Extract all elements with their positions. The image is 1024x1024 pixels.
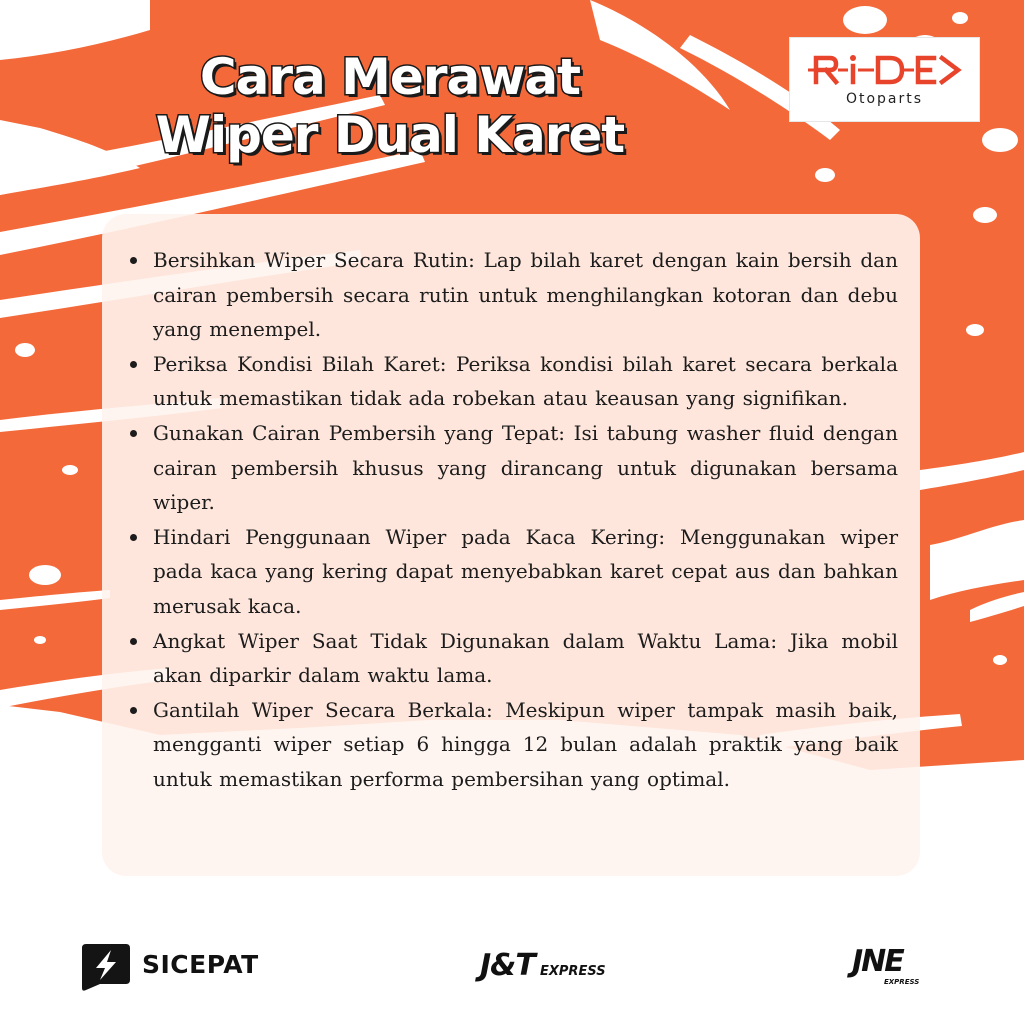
sicepat-text: SICEPAT bbox=[142, 950, 259, 979]
list-item bbox=[153, 520, 898, 624]
jnt-sub-text: EXPRESS bbox=[540, 964, 606, 979]
logo-subtitle: Otoparts bbox=[845, 91, 924, 107]
tip-text: Periksa Kondisi Bilah Karet: Periksa kondisi bilah karet secara berkala untuk memastikan tidak ada robekan atau keausan yang signifikan. bbox=[153, 351, 898, 411]
tip-text: Gunakan Cairan Pembersih yang Tepat: Isi tabung washer fluid dengan cairan pembersih khusus yang dirancang untuk digunakan bersama wiper. bbox=[153, 420, 898, 515]
list-item bbox=[153, 624, 898, 693]
list-item bbox=[153, 416, 898, 520]
jnt-main-text: J&T bbox=[480, 948, 535, 983]
bullet-icon bbox=[130, 707, 137, 714]
tip-text: Hindari Penggunaan Wiper pada Kaca Kering: Menggunakan wiper pada kaca yang kering dapat menyebabkan karet cepat aus dan bahkan merusak kaca. bbox=[153, 524, 898, 618]
tips-list bbox=[153, 243, 898, 797]
bullet-icon bbox=[130, 257, 137, 264]
ride-logo-mark-icon bbox=[808, 52, 963, 86]
sicepat-logo bbox=[78, 934, 268, 994]
bullet-icon bbox=[130, 638, 137, 645]
jnt-express-logo bbox=[476, 934, 616, 994]
page-title-line-1: Cara Merawat bbox=[199, 48, 581, 106]
page-title-line-2: Wiper Dual Karet bbox=[155, 106, 625, 164]
bullet-icon bbox=[130, 430, 137, 437]
bullet-icon bbox=[130, 361, 137, 368]
tip-text: Gantilah Wiper Secara Berkala: Meskipun wiper tampak masih baik, mengganti wiper setiap 6 hingga 12 bulan adalah praktik yang baik untuk memastikan performa pembersihan yang optimal. bbox=[153, 697, 898, 791]
ride-otoparts-logo bbox=[789, 37, 980, 122]
jne-main-text: JNE bbox=[852, 944, 903, 979]
jne-sub-text: EXPRESS bbox=[884, 978, 920, 986]
bullet-icon bbox=[130, 534, 137, 541]
list-item bbox=[153, 243, 898, 347]
sicepat-icon bbox=[80, 940, 132, 992]
list-item bbox=[153, 347, 898, 416]
list-item bbox=[153, 693, 898, 797]
jne-logo bbox=[846, 934, 946, 994]
tip-text: Bersihkan Wiper Secara Rutin: Lap bilah karet dengan kain bersih dan cairan pembersih secara rutin untuk menghilangkan kotoran dan debu yang menempel. bbox=[153, 248, 898, 342]
tip-text: Angkat Wiper Saat Tidak Digunakan dalam Waktu Lama: Jika mobil akan diparkir dalam waktu lama. bbox=[153, 628, 898, 688]
